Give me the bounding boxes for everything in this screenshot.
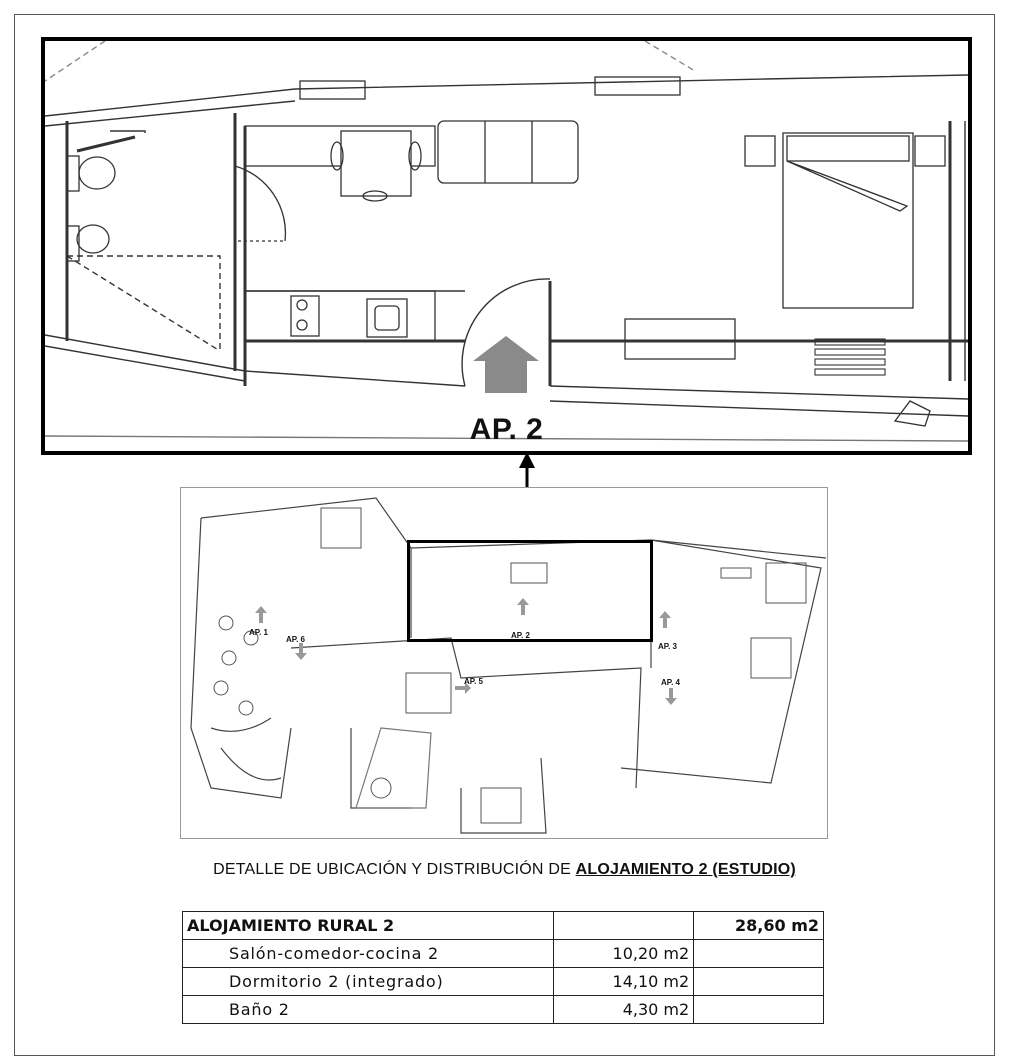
room-name: Salón-comedor-cocina 2: [183, 940, 554, 968]
apartment-detail-plan: [41, 37, 972, 455]
apartment-2-highlight: [407, 540, 653, 642]
apartment-label: AP. 2: [469, 413, 544, 446]
tag-ap3: AP. 3: [658, 642, 677, 651]
building-overview-plan: [180, 487, 828, 839]
table-row: [183, 996, 824, 1024]
table-total: 28,60 m2: [694, 912, 824, 940]
room-area: 4,30 m2: [554, 996, 694, 1024]
caption-emphasis: ALOJAMIENTO 2 (ESTUDIO): [575, 861, 796, 878]
plan-caption: [0, 861, 1009, 879]
living-kitchen-furniture: [245, 77, 680, 341]
room-area: 10,20 m2: [554, 940, 694, 968]
table-blank-cell: [694, 968, 824, 996]
area-table: [182, 911, 824, 1024]
room-area: 14,10 m2: [554, 968, 694, 996]
entrance-arrow: [473, 336, 539, 393]
table-header-row: [183, 912, 824, 940]
tag-ap1: AP. 1: [249, 628, 268, 637]
bathroom-fixtures: [67, 156, 285, 261]
tag-ap2: AP. 2: [511, 631, 530, 640]
room-name: Dormitorio 2 (integrado): [183, 968, 554, 996]
table-blank-cell: [554, 912, 694, 940]
caption-prefix: DETALLE DE UBICACIÓN Y DISTRIBUCIÓN DE: [213, 861, 576, 878]
detail-floorplan-drawing: [45, 41, 968, 451]
table-blank-cell: [694, 996, 824, 1024]
room-name: Baño 2: [183, 996, 554, 1024]
table-row: [183, 940, 824, 968]
tag-ap4: AP. 4: [661, 678, 680, 687]
tag-ap6: AP. 6: [286, 635, 305, 644]
table-title: ALOJAMIENTO RURAL 2: [183, 912, 554, 940]
table-row: [183, 968, 824, 996]
tag-ap5: AP. 5: [464, 677, 483, 686]
table-blank-cell: [694, 940, 824, 968]
bedroom-furniture: [625, 133, 945, 426]
